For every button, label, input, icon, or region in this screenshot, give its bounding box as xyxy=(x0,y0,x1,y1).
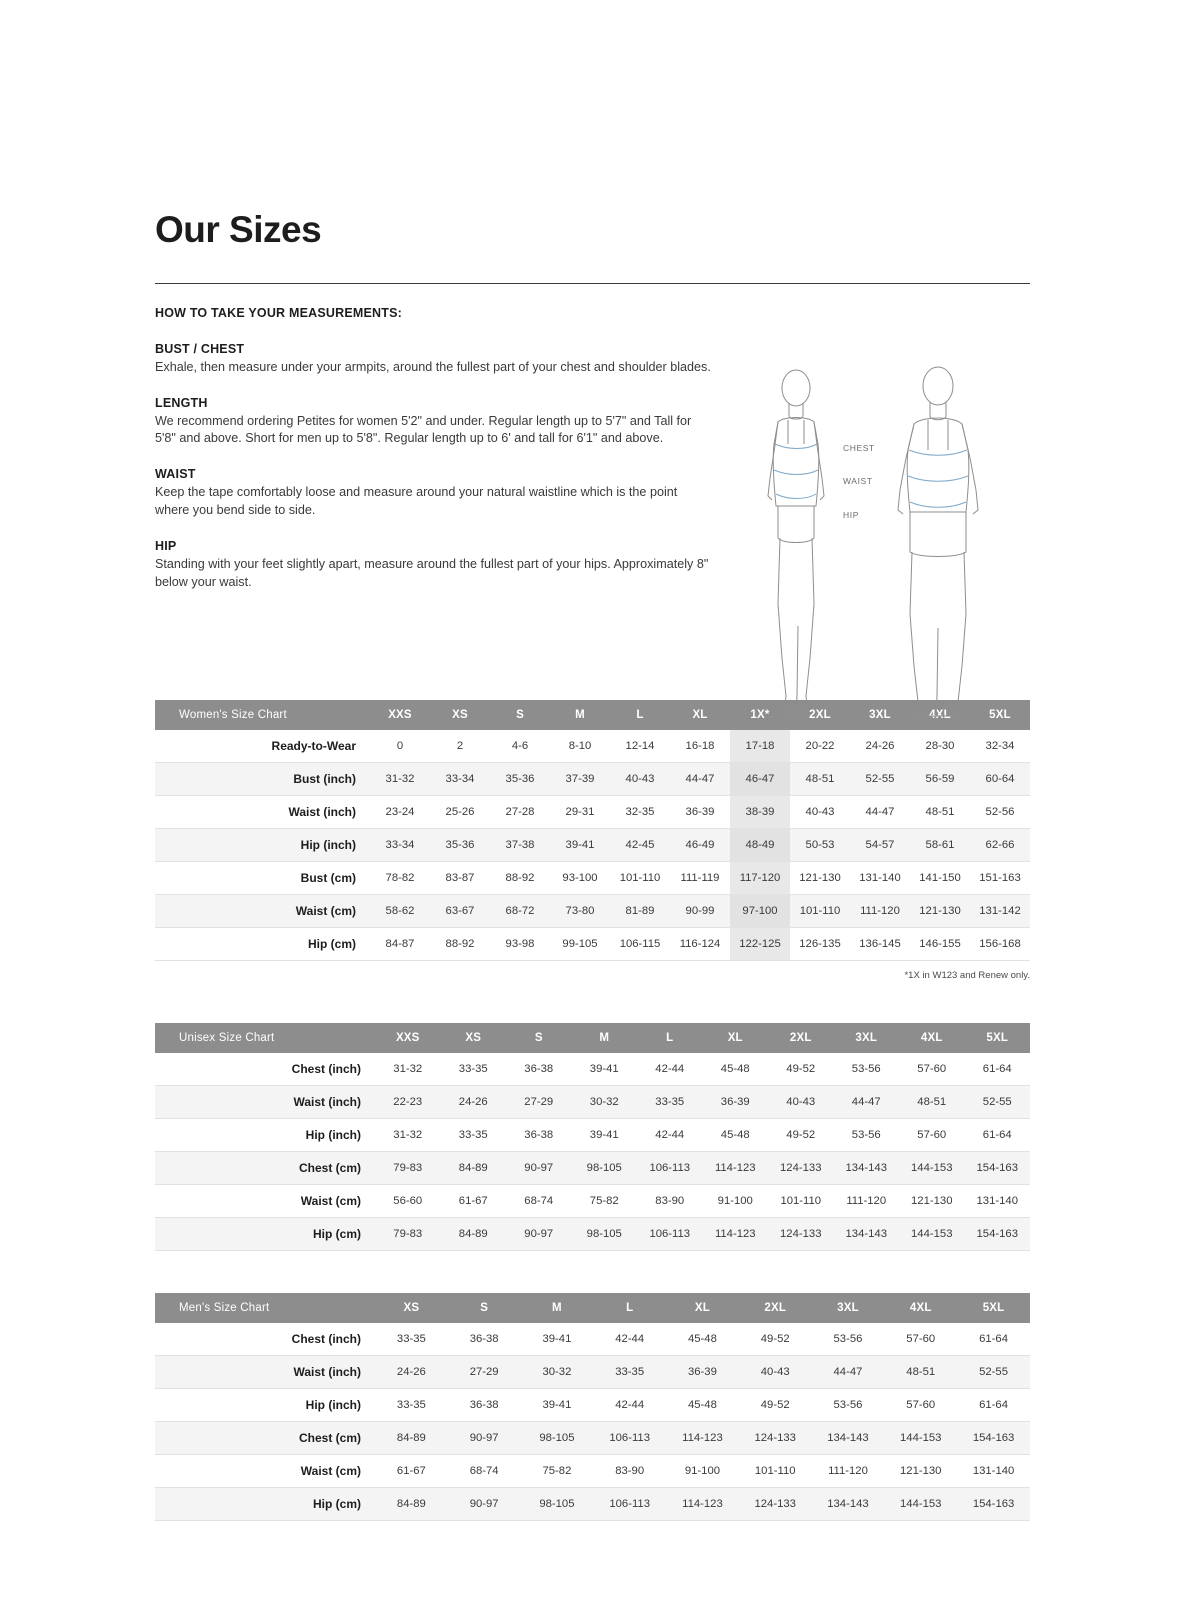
measurement-term: LENGTH xyxy=(155,395,208,410)
table-cell: 117-120 xyxy=(730,861,790,894)
table-cell: 98-105 xyxy=(521,1487,594,1520)
table-cell: 73-80 xyxy=(550,894,610,927)
size-column-header: 5XL xyxy=(965,1023,1031,1053)
size-column-header: 1X* xyxy=(730,700,790,730)
size-column-header: 4XL xyxy=(899,1023,965,1053)
table-cell: 90-97 xyxy=(506,1217,572,1250)
measurement-term: WAIST xyxy=(155,467,196,482)
table-cell: 78-82 xyxy=(370,861,430,894)
page-title: Our Sizes xyxy=(155,209,322,250)
table-cell: 126-135 xyxy=(790,927,850,960)
table-cell: 146-155 xyxy=(910,927,970,960)
table-cell: 79-83 xyxy=(375,1217,441,1250)
table-cell: 49-52 xyxy=(768,1118,834,1151)
table-cell: 38-39 xyxy=(730,795,790,828)
table-row xyxy=(155,1184,1030,1217)
table-cell: 144-153 xyxy=(899,1151,965,1184)
table-cell: 20-22 xyxy=(790,730,850,763)
table-cell: 33-35 xyxy=(593,1355,666,1388)
row-label: Hip (cm) xyxy=(155,1217,375,1250)
table-cell: 53-56 xyxy=(834,1053,900,1086)
measurements-heading: HOW TO TAKE YOUR MEASUREMENTS: xyxy=(155,305,402,320)
row-label: Bust (cm) xyxy=(155,861,370,894)
figure-measure-labels xyxy=(843,444,875,545)
table-cell: 45-48 xyxy=(703,1118,769,1151)
table-cell: 45-48 xyxy=(703,1053,769,1086)
table-cell: 53-56 xyxy=(834,1118,900,1151)
table-cell: 33-35 xyxy=(441,1053,507,1086)
table-cell: 141-150 xyxy=(910,861,970,894)
table-cell: 144-153 xyxy=(899,1217,965,1250)
table-cell: 2 xyxy=(430,730,490,763)
table-row xyxy=(155,1355,1030,1388)
measurement-body: We recommend ordering Petites for women 5'2" and under. Regular length up to 5'7" and Tall for 5'8" and above. Short for men up to 5'8". Regular length up to 6' and tall for 6'1" and above. xyxy=(155,413,692,446)
table-cell: 28-30 xyxy=(910,730,970,763)
row-label: Hip (cm) xyxy=(155,1487,375,1520)
table-cell: 37-39 xyxy=(550,762,610,795)
table-cell: 42-44 xyxy=(637,1053,703,1086)
table-cell: 131-140 xyxy=(850,861,910,894)
size-column-header: XL xyxy=(670,700,730,730)
table-cell: 124-133 xyxy=(739,1421,812,1454)
row-label: Chest (cm) xyxy=(155,1421,375,1454)
table-cell: 114-123 xyxy=(666,1487,739,1520)
table-cell: 68-74 xyxy=(448,1454,521,1487)
table-header-row xyxy=(155,1293,1030,1323)
table-cell: 33-35 xyxy=(637,1085,703,1118)
size-column-header: XS xyxy=(430,700,490,730)
table-row xyxy=(155,1388,1030,1421)
table-row xyxy=(155,1053,1030,1086)
table-cell: 16-18 xyxy=(670,730,730,763)
table-cell: 90-97 xyxy=(506,1151,572,1184)
table-cell: 154-163 xyxy=(957,1487,1030,1520)
table-cell: 52-55 xyxy=(850,762,910,795)
table-cell: 36-39 xyxy=(703,1085,769,1118)
table-cell: 48-51 xyxy=(884,1355,957,1388)
table-cell: 35-36 xyxy=(490,762,550,795)
table-cell: 53-56 xyxy=(812,1323,885,1356)
table-cell: 88-92 xyxy=(490,861,550,894)
size-column-header: XS xyxy=(441,1023,507,1053)
table-cell: 36-39 xyxy=(670,795,730,828)
table-cell: 106-113 xyxy=(593,1421,666,1454)
table-cell: 42-44 xyxy=(593,1388,666,1421)
table-cell: 98-105 xyxy=(521,1421,594,1454)
size-column-header: 4XL xyxy=(910,700,970,730)
size-column-header: 3XL xyxy=(834,1023,900,1053)
measurement-term: HIP xyxy=(155,539,177,554)
table-cell: 32-34 xyxy=(970,730,1030,763)
size-column-header: S xyxy=(448,1293,521,1323)
table-cell: 61-64 xyxy=(957,1388,1030,1421)
table-cell: 75-82 xyxy=(572,1184,638,1217)
table-cell: 131-140 xyxy=(965,1184,1031,1217)
table-cell: 116-124 xyxy=(670,927,730,960)
table-cell: 91-100 xyxy=(703,1184,769,1217)
table-row xyxy=(155,1217,1030,1250)
size-guide-page xyxy=(155,0,1030,1521)
table-cell: 151-163 xyxy=(970,861,1030,894)
measurement-bust-chest xyxy=(155,342,715,377)
table-cell: 29-31 xyxy=(550,795,610,828)
womens-table-body xyxy=(155,730,1030,961)
table-cell: 111-120 xyxy=(812,1454,885,1487)
size-column-header: 4XL xyxy=(884,1293,957,1323)
table-cell: 134-143 xyxy=(812,1487,885,1520)
table-cell: 88-92 xyxy=(430,927,490,960)
table-row xyxy=(155,1454,1030,1487)
table-row xyxy=(155,730,1030,763)
table-cell: 48-51 xyxy=(910,795,970,828)
size-column-header: S xyxy=(490,700,550,730)
table-cell: 24-26 xyxy=(850,730,910,763)
table-cell: 57-60 xyxy=(884,1388,957,1421)
mens-size-chart-table xyxy=(155,1293,1030,1521)
table-cell: 39-41 xyxy=(521,1323,594,1356)
table-cell: 122-125 xyxy=(730,927,790,960)
table-cell: 134-143 xyxy=(834,1151,900,1184)
table-cell: 91-100 xyxy=(666,1454,739,1487)
table-cell: 8-10 xyxy=(550,730,610,763)
table-cell: 4-6 xyxy=(490,730,550,763)
table-cell: 44-47 xyxy=(670,762,730,795)
row-label: Bust (inch) xyxy=(155,762,370,795)
table-cell: 154-163 xyxy=(965,1151,1031,1184)
table-cell: 23-24 xyxy=(370,795,430,828)
table-cell: 39-41 xyxy=(521,1388,594,1421)
table-row xyxy=(155,1151,1030,1184)
table-cell: 40-43 xyxy=(739,1355,812,1388)
measurement-term: BUST / CHEST xyxy=(155,341,245,356)
row-label: Chest (inch) xyxy=(155,1053,375,1086)
measurements-text-column xyxy=(155,306,715,592)
table-cell: 61-64 xyxy=(965,1053,1031,1086)
table-cell: 31-32 xyxy=(370,762,430,795)
table-row xyxy=(155,1487,1030,1520)
table-cell: 79-83 xyxy=(375,1151,441,1184)
table-row xyxy=(155,894,1030,927)
measurement-waist xyxy=(155,467,715,520)
table-cell: 48-49 xyxy=(730,828,790,861)
table-cell: 106-113 xyxy=(637,1217,703,1250)
table-cell: 48-51 xyxy=(790,762,850,795)
table-cell: 93-100 xyxy=(550,861,610,894)
womens-size-chart-table xyxy=(155,700,1030,961)
table-cell: 62-66 xyxy=(970,828,1030,861)
table-cell: 101-110 xyxy=(610,861,670,894)
size-column-header: M xyxy=(572,1023,638,1053)
table-cell: 42-45 xyxy=(610,828,670,861)
table-cell: 22-23 xyxy=(375,1085,441,1118)
table-cell: 84-87 xyxy=(370,927,430,960)
table-cell: 33-35 xyxy=(441,1118,507,1151)
table-cell: 114-123 xyxy=(703,1151,769,1184)
table-cell: 154-163 xyxy=(965,1217,1031,1250)
table-cell: 106-115 xyxy=(610,927,670,960)
table-cell: 42-44 xyxy=(593,1323,666,1356)
table-cell: 36-38 xyxy=(506,1053,572,1086)
body-figures-illustration xyxy=(748,366,1038,726)
table-cell: 49-52 xyxy=(739,1323,812,1356)
table-cell: 101-110 xyxy=(739,1454,812,1487)
table-cell: 33-35 xyxy=(375,1388,448,1421)
womens-size-chart-section xyxy=(155,700,1030,981)
table-cell: 61-64 xyxy=(965,1118,1031,1151)
table-cell: 144-153 xyxy=(884,1487,957,1520)
table-cell: 57-60 xyxy=(884,1323,957,1356)
table-cell: 131-140 xyxy=(957,1454,1030,1487)
table-cell: 52-55 xyxy=(957,1355,1030,1388)
table-cell: 24-26 xyxy=(441,1085,507,1118)
row-label: Hip (inch) xyxy=(155,828,370,861)
table-cell: 121-130 xyxy=(910,894,970,927)
table-cell: 101-110 xyxy=(790,894,850,927)
table-cell: 98-105 xyxy=(572,1151,638,1184)
table-cell: 90-99 xyxy=(670,894,730,927)
table-cell: 61-67 xyxy=(441,1184,507,1217)
table-cell: 32-35 xyxy=(610,795,670,828)
table-cell: 27-28 xyxy=(490,795,550,828)
table-cell: 54-57 xyxy=(850,828,910,861)
table-cell: 24-26 xyxy=(375,1355,448,1388)
table-cell: 46-47 xyxy=(730,762,790,795)
figures-svg xyxy=(748,366,1038,726)
table-cell: 111-120 xyxy=(834,1184,900,1217)
table-row xyxy=(155,861,1030,894)
table-cell: 36-38 xyxy=(448,1323,521,1356)
table-cell: 121-130 xyxy=(899,1184,965,1217)
table-cell: 27-29 xyxy=(448,1355,521,1388)
figure-label-waist: WAIST xyxy=(843,476,873,487)
table-cell: 37-38 xyxy=(490,828,550,861)
womens-chart-footnote: *1X in W123 and Renew only. xyxy=(904,969,1030,981)
table-cell: 84-89 xyxy=(375,1487,448,1520)
unisex-size-chart-table xyxy=(155,1023,1030,1251)
table-cell: 114-123 xyxy=(703,1217,769,1250)
table-cell: 90-97 xyxy=(448,1487,521,1520)
table-row xyxy=(155,762,1030,795)
row-label: Waist (cm) xyxy=(155,1454,375,1487)
table-row xyxy=(155,1085,1030,1118)
unisex-chart-title: Unisex Size Chart xyxy=(155,1023,375,1053)
table-cell: 99-105 xyxy=(550,927,610,960)
table-cell: 68-74 xyxy=(506,1184,572,1217)
table-cell: 61-64 xyxy=(957,1323,1030,1356)
table-cell: 40-43 xyxy=(610,762,670,795)
table-cell: 121-130 xyxy=(884,1454,957,1487)
table-cell: 31-32 xyxy=(375,1053,441,1086)
table-cell: 42-44 xyxy=(637,1118,703,1151)
table-cell: 68-72 xyxy=(490,894,550,927)
table-cell: 58-62 xyxy=(370,894,430,927)
table-cell: 98-105 xyxy=(572,1217,638,1250)
unisex-table-body xyxy=(155,1053,1030,1251)
womens-chart-title: Women's Size Chart xyxy=(155,700,370,730)
table-cell: 45-48 xyxy=(666,1323,739,1356)
row-label: Hip (inch) xyxy=(155,1388,375,1421)
row-label: Ready-to-Wear xyxy=(155,730,370,763)
table-cell: 48-51 xyxy=(899,1085,965,1118)
size-column-header: L xyxy=(637,1023,703,1053)
table-cell: 60-64 xyxy=(970,762,1030,795)
table-cell: 31-32 xyxy=(375,1118,441,1151)
table-header-row xyxy=(155,1023,1030,1053)
measurement-body: Exhale, then measure under your armpits, around the fullest part of your chest and shoulder blades. xyxy=(155,359,711,374)
table-cell: 114-123 xyxy=(666,1421,739,1454)
row-label: Chest (cm) xyxy=(155,1151,375,1184)
size-column-header: M xyxy=(550,700,610,730)
size-column-header: XXS xyxy=(375,1023,441,1053)
size-column-header: 2XL xyxy=(768,1023,834,1053)
table-cell: 49-52 xyxy=(768,1053,834,1086)
row-label: Hip (cm) xyxy=(155,927,370,960)
table-cell: 84-89 xyxy=(375,1421,448,1454)
table-cell: 33-35 xyxy=(375,1323,448,1356)
size-column-header: XL xyxy=(703,1023,769,1053)
table-cell: 39-41 xyxy=(572,1053,638,1086)
table-cell: 124-133 xyxy=(768,1151,834,1184)
table-cell: 75-82 xyxy=(521,1454,594,1487)
table-cell: 63-67 xyxy=(430,894,490,927)
table-cell: 40-43 xyxy=(790,795,850,828)
table-cell: 53-56 xyxy=(812,1388,885,1421)
table-cell: 134-143 xyxy=(834,1217,900,1250)
table-cell: 111-120 xyxy=(850,894,910,927)
table-cell: 57-60 xyxy=(899,1118,965,1151)
row-label: Waist (inch) xyxy=(155,1085,375,1118)
size-column-header: L xyxy=(610,700,670,730)
size-column-header: 5XL xyxy=(957,1293,1030,1323)
table-cell: 35-36 xyxy=(430,828,490,861)
size-column-header: L xyxy=(593,1293,666,1323)
size-column-header: M xyxy=(521,1293,594,1323)
row-label: Chest (inch) xyxy=(155,1323,375,1356)
table-cell: 39-41 xyxy=(572,1118,638,1151)
table-cell: 156-168 xyxy=(970,927,1030,960)
row-label: Hip (inch) xyxy=(155,1118,375,1151)
table-cell: 25-26 xyxy=(430,795,490,828)
table-cell: 154-163 xyxy=(957,1421,1030,1454)
table-cell: 97-100 xyxy=(730,894,790,927)
table-cell: 39-41 xyxy=(550,828,610,861)
table-cell: 58-61 xyxy=(910,828,970,861)
mens-chart-title: Men's Size Chart xyxy=(155,1293,375,1323)
row-label: Waist (cm) xyxy=(155,894,370,927)
table-cell: 144-153 xyxy=(884,1421,957,1454)
table-row xyxy=(155,1323,1030,1356)
table-cell: 134-143 xyxy=(812,1421,885,1454)
table-cell: 27-29 xyxy=(506,1085,572,1118)
table-cell: 101-110 xyxy=(768,1184,834,1217)
table-cell: 83-87 xyxy=(430,861,490,894)
table-cell: 136-145 xyxy=(850,927,910,960)
size-column-header: S xyxy=(506,1023,572,1053)
measurements-section xyxy=(155,306,1030,666)
measurement-body: Standing with your feet slightly apart, measure around the fullest part of your hips. Approximately 8" below your waist. xyxy=(155,557,709,589)
table-cell: 36-38 xyxy=(506,1118,572,1151)
measurement-length xyxy=(155,396,715,449)
size-column-header: 2XL xyxy=(790,700,850,730)
table-cell: 44-47 xyxy=(850,795,910,828)
table-cell: 46-49 xyxy=(670,828,730,861)
table-cell: 131-142 xyxy=(970,894,1030,927)
size-column-header: 5XL xyxy=(970,700,1030,730)
table-cell: 44-47 xyxy=(812,1355,885,1388)
size-column-header: XS xyxy=(375,1293,448,1323)
table-cell: 56-59 xyxy=(910,762,970,795)
figure-label-chest: CHEST xyxy=(843,442,875,453)
table-cell: 33-34 xyxy=(430,762,490,795)
row-label: Waist (inch) xyxy=(155,1355,375,1388)
table-cell: 56-60 xyxy=(375,1184,441,1217)
table-row xyxy=(155,828,1030,861)
table-cell: 111-119 xyxy=(670,861,730,894)
size-column-header: XL xyxy=(666,1293,739,1323)
table-cell: 83-90 xyxy=(637,1184,703,1217)
table-cell: 90-97 xyxy=(448,1421,521,1454)
table-cell: 52-56 xyxy=(970,795,1030,828)
table-row xyxy=(155,1118,1030,1151)
size-column-header: 2XL xyxy=(739,1293,812,1323)
table-cell: 106-113 xyxy=(637,1151,703,1184)
size-column-header: 3XL xyxy=(812,1293,885,1323)
table-cell: 81-89 xyxy=(610,894,670,927)
table-cell: 44-47 xyxy=(834,1085,900,1118)
measurement-body: Keep the tape comfortably loose and measure around your natural waistline which is the point where you bend side to side. xyxy=(155,485,678,518)
table-cell: 17-18 xyxy=(730,730,790,763)
table-cell: 83-90 xyxy=(593,1454,666,1487)
table-cell: 30-32 xyxy=(521,1355,594,1388)
figure-label-hip: HIP xyxy=(843,509,859,520)
table-cell: 61-67 xyxy=(375,1454,448,1487)
table-cell: 0 xyxy=(370,730,430,763)
table-cell: 124-133 xyxy=(739,1487,812,1520)
row-label: Waist (cm) xyxy=(155,1184,375,1217)
table-cell: 93-98 xyxy=(490,927,550,960)
table-cell: 36-38 xyxy=(448,1388,521,1421)
table-cell: 121-130 xyxy=(790,861,850,894)
table-cell: 57-60 xyxy=(899,1053,965,1086)
table-cell: 40-43 xyxy=(768,1085,834,1118)
table-cell: 106-113 xyxy=(593,1487,666,1520)
table-cell: 30-32 xyxy=(572,1085,638,1118)
table-cell: 50-53 xyxy=(790,828,850,861)
mens-table-body xyxy=(155,1323,1030,1521)
table-cell: 12-14 xyxy=(610,730,670,763)
size-column-header: XXS xyxy=(370,700,430,730)
size-column-header: 3XL xyxy=(850,700,910,730)
table-cell: 124-133 xyxy=(768,1217,834,1250)
table-cell: 49-52 xyxy=(739,1388,812,1421)
table-cell: 45-48 xyxy=(666,1388,739,1421)
table-cell: 36-39 xyxy=(666,1355,739,1388)
unisex-size-chart-section xyxy=(155,1023,1030,1251)
table-row xyxy=(155,927,1030,960)
row-label: Waist (inch) xyxy=(155,795,370,828)
table-cell: 84-89 xyxy=(441,1217,507,1250)
table-row xyxy=(155,795,1030,828)
title-divider xyxy=(155,283,1030,284)
mens-size-chart-section xyxy=(155,1293,1030,1521)
measurement-hip xyxy=(155,539,715,592)
table-cell: 52-55 xyxy=(965,1085,1031,1118)
table-cell: 33-34 xyxy=(370,828,430,861)
table-cell: 84-89 xyxy=(441,1151,507,1184)
table-row xyxy=(155,1421,1030,1454)
